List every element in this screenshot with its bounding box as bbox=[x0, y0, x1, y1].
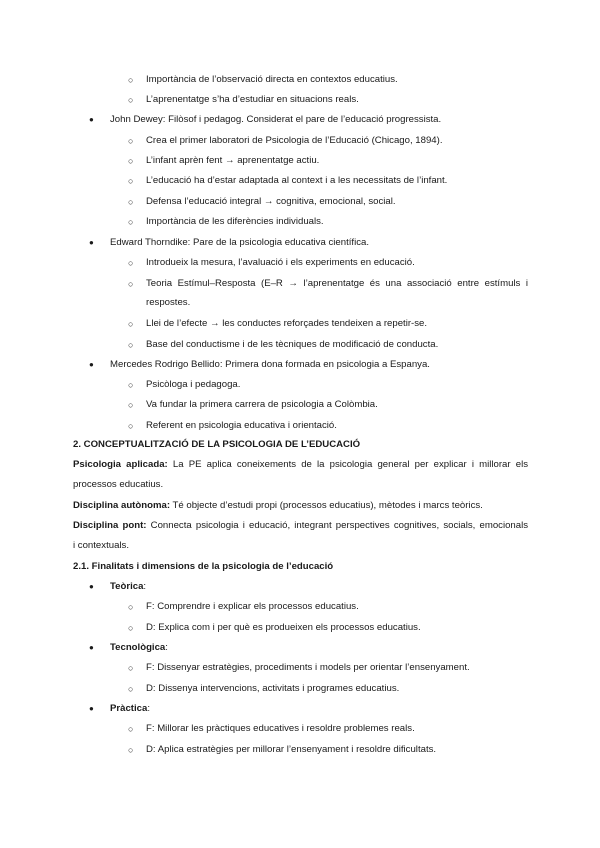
open-bullet-icon: ○ bbox=[128, 95, 134, 105]
list-item: D: Aplica estratègies per millorar l’ensenyament i resoldre dificultats. bbox=[146, 744, 437, 755]
open-bullet-icon: ○ bbox=[128, 176, 134, 186]
open-bullet-icon: ○ bbox=[128, 724, 134, 734]
filled-bullet-icon: ● bbox=[89, 582, 94, 591]
filled-bullet-icon: ● bbox=[89, 115, 94, 124]
list-item-rodrigo: Mercedes Rodrigo Bellido: Primera dona formada en psicologia a Espanya. bbox=[110, 359, 430, 370]
section-heading: 2. CONCEPTUALITZACIÓ DE LA PSICOLOGIA DE L’EDUCACIÓ bbox=[73, 439, 361, 450]
term-label: Psicologia aplicada: bbox=[73, 459, 168, 470]
term-text: Té objecte d’estudi propi (processos educatius), mètodes i marcs teòrics. bbox=[172, 500, 483, 511]
subsection-heading: 2.1. Finalitats i dimensions de la psicologia de l’educació bbox=[73, 561, 334, 572]
list-item: Defensa l’educació integral → cognitiva, emocional, social. bbox=[146, 196, 396, 207]
list-item: Importància de les diferències individuals. bbox=[146, 216, 324, 227]
open-bullet-icon: ○ bbox=[128, 340, 134, 350]
dimension-teorica bbox=[110, 581, 146, 593]
open-bullet-icon: ○ bbox=[128, 623, 134, 633]
colon: : bbox=[143, 581, 147, 592]
paragraph-aplicada bbox=[73, 459, 528, 471]
open-bullet-icon: ○ bbox=[128, 197, 134, 207]
open-bullet-icon: ○ bbox=[128, 400, 134, 410]
paragraph-autonoma bbox=[73, 500, 483, 512]
list-item: Va fundar la primera carrera de psicologia a Colòmbia. bbox=[146, 399, 378, 410]
list-item-dewey: John Dewey: Filòsof i pedagog. Considerat el pare de l’educació progressista. bbox=[110, 114, 442, 125]
list-item-continuation: respostes. bbox=[146, 297, 191, 308]
term-text: Connecta psicologia i educació, integrant perspectives cognitives, socials, emocionals bbox=[150, 520, 529, 531]
list-item: Referent en psicologia educativa i orientació. bbox=[146, 420, 337, 431]
list-item: F: Millorar les pràctiques educatives i resoldre problemes reals. bbox=[146, 723, 415, 734]
open-bullet-icon: ○ bbox=[128, 279, 134, 289]
list-item-thorndike: Edward Thorndike: Pare de la psicologia educativa científica. bbox=[110, 237, 370, 248]
term-label: Disciplina pont: bbox=[73, 520, 147, 531]
colon: : bbox=[165, 642, 168, 653]
list-item: Llei de l’efecte → les conductes reforçades tendeixen a repetir-se. bbox=[146, 318, 428, 329]
list-item: Crea el primer laboratori de Psicologia de l’Educació (Chicago, 1894). bbox=[146, 135, 443, 146]
list-item: D: Dissenya intervencions, activitats i programes educatius. bbox=[146, 683, 400, 694]
colon: : bbox=[147, 703, 151, 714]
filled-bullet-icon: ● bbox=[89, 360, 94, 369]
term-label: Disciplina autònoma: bbox=[73, 500, 171, 511]
dimension-label: Pràctica bbox=[110, 703, 148, 714]
open-bullet-icon: ○ bbox=[128, 156, 134, 166]
open-bullet-icon: ○ bbox=[128, 380, 134, 390]
dimension-label: Teòrica bbox=[110, 581, 144, 592]
open-bullet-icon: ○ bbox=[128, 745, 134, 755]
list-item: Base del conductisme i de les tècniques de modificació de conducta. bbox=[146, 339, 439, 350]
open-bullet-icon: ○ bbox=[128, 663, 134, 673]
term-text: La PE aplica coneixements de la psicologia general per explicar i millorar els bbox=[172, 459, 528, 470]
open-bullet-icon: ○ bbox=[128, 684, 134, 694]
list-item: L’aprenentatge s’ha d’estudiar en situacions reals. bbox=[146, 94, 359, 105]
open-bullet-icon: ○ bbox=[128, 602, 134, 612]
paragraph-continuation: processos educatius. bbox=[73, 479, 164, 490]
filled-bullet-icon: ● bbox=[89, 704, 94, 713]
open-bullet-icon: ○ bbox=[128, 319, 134, 329]
list-item: F: Dissenyar estratègies, procediments i models per orientar l’ensenyament. bbox=[146, 662, 470, 673]
dimension-tecnologica bbox=[110, 642, 168, 654]
list-item: L’infant aprèn fent → aprenentatge actiu. bbox=[146, 155, 320, 166]
paragraph-continuation: i contextuals. bbox=[73, 540, 129, 551]
list-item: Introdueix la mesura, l’avaluació i els experiments en educació. bbox=[146, 257, 415, 268]
list-item: F: Comprendre i explicar els processos educatius. bbox=[146, 601, 359, 612]
open-bullet-icon: ○ bbox=[128, 217, 134, 227]
list-item: Psicòloga i pedagoga. bbox=[146, 379, 241, 390]
open-bullet-icon: ○ bbox=[128, 421, 134, 431]
open-bullet-icon: ○ bbox=[128, 136, 134, 146]
list-item: Teoria Estímul–Resposta (E–R → l’aprenentatge és una associació entre estímuls i bbox=[146, 278, 528, 289]
open-bullet-icon: ○ bbox=[128, 258, 134, 268]
filled-bullet-icon: ● bbox=[89, 238, 94, 247]
list-item: D: Explica com i per què es produeixen els processos educatius. bbox=[146, 622, 421, 633]
open-bullet-icon: ○ bbox=[128, 75, 134, 85]
dimension-practica bbox=[110, 703, 150, 715]
list-item: Importància de l’observació directa en contextos educatius. bbox=[146, 74, 398, 85]
filled-bullet-icon: ● bbox=[89, 643, 94, 652]
paragraph-pont bbox=[73, 520, 528, 532]
list-item: L’educació ha d’estar adaptada al context i a les necessitats de l’infant. bbox=[146, 175, 448, 186]
dimension-label: Tecnològica bbox=[110, 642, 166, 653]
